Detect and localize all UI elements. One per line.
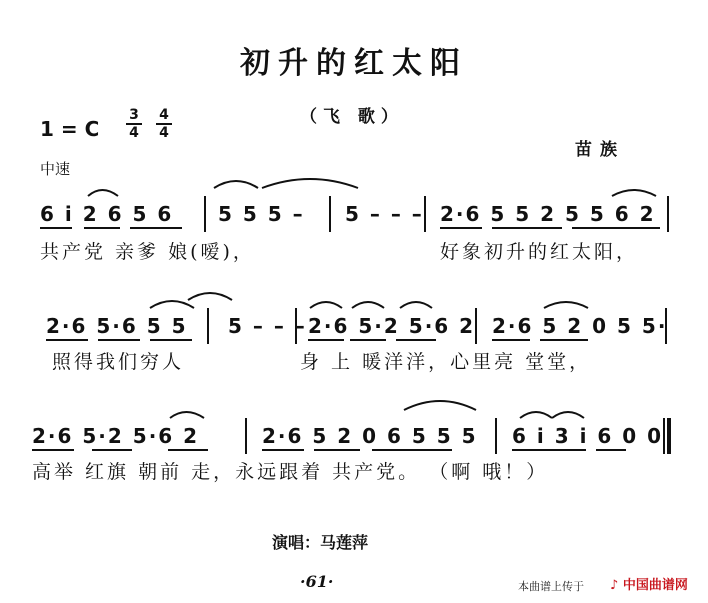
- measure-notes: 2·6 5 2 0 6 5 5 5: [262, 424, 478, 448]
- meter-numerator: 3: [129, 107, 139, 123]
- tempo-marking: 中速: [40, 160, 71, 178]
- site-logo-text: 中国曲谱网: [622, 578, 688, 593]
- lyrics-line: 身 上 暖洋洋，心里亮 堂堂，: [300, 351, 592, 373]
- meter-denominator: 4: [159, 125, 169, 141]
- measure-notes: 5 – – –: [228, 314, 307, 338]
- slur: [404, 401, 476, 410]
- lyrics-line: 好象初升的红太阳，: [440, 241, 639, 263]
- measure-notes: 2·6 5·2 5·6 2: [32, 424, 200, 448]
- site-logo: [610, 574, 688, 593]
- measure-notes: 6 i 2 6 5 6: [40, 202, 174, 226]
- upload-credit: 本曲谱上传于: [518, 580, 584, 593]
- singer-credit: 演唱：马莲萍: [272, 533, 369, 552]
- song-subtitle: （飞 歌）: [300, 107, 404, 127]
- slur: [310, 302, 342, 308]
- key-signature: 1 = C: [40, 117, 100, 141]
- slur: [214, 181, 258, 188]
- lyrics-line: 高举 红旗 朝前 走，永远跟着 共产党。 （啊 哦！）: [32, 461, 549, 483]
- slur: [552, 412, 584, 418]
- slur: [170, 412, 204, 418]
- meter-numerator: 4: [159, 107, 169, 123]
- measure-notes: 2·6 5·6 5 5: [46, 314, 188, 338]
- page-number: ·61·: [300, 572, 334, 591]
- slur: [188, 293, 232, 300]
- measure-notes: 5 5 5 –: [218, 202, 305, 226]
- meter-denominator: 4: [129, 125, 139, 141]
- measure-notes: 2·6 5 5 2 5 5 6 2: [440, 202, 656, 226]
- measure-notes: 6 i 3 i 6 0 0: [512, 424, 664, 448]
- slur: [544, 302, 588, 308]
- slur: [352, 302, 384, 308]
- measure-notes: 2·6 5 2 0 5 5·: [492, 314, 668, 338]
- slur: [520, 412, 552, 418]
- slur: [262, 179, 358, 188]
- slur: [612, 190, 656, 196]
- measure-notes: 5 – – –: [345, 202, 424, 226]
- song-title: 初升的红太阳: [240, 46, 468, 81]
- slur: [88, 190, 118, 196]
- slur: [150, 301, 194, 308]
- ethnic-origin: 苗族: [575, 140, 625, 160]
- lyrics-line: 共产党 亲爹 娘(嗳)，: [40, 241, 255, 263]
- slur: [400, 302, 432, 308]
- music-note-icon: ♪: [610, 578, 619, 593]
- measure-notes: 2·6 5·2 5·6 2: [308, 314, 476, 338]
- lyrics-line: 照得我们穷人: [52, 351, 185, 373]
